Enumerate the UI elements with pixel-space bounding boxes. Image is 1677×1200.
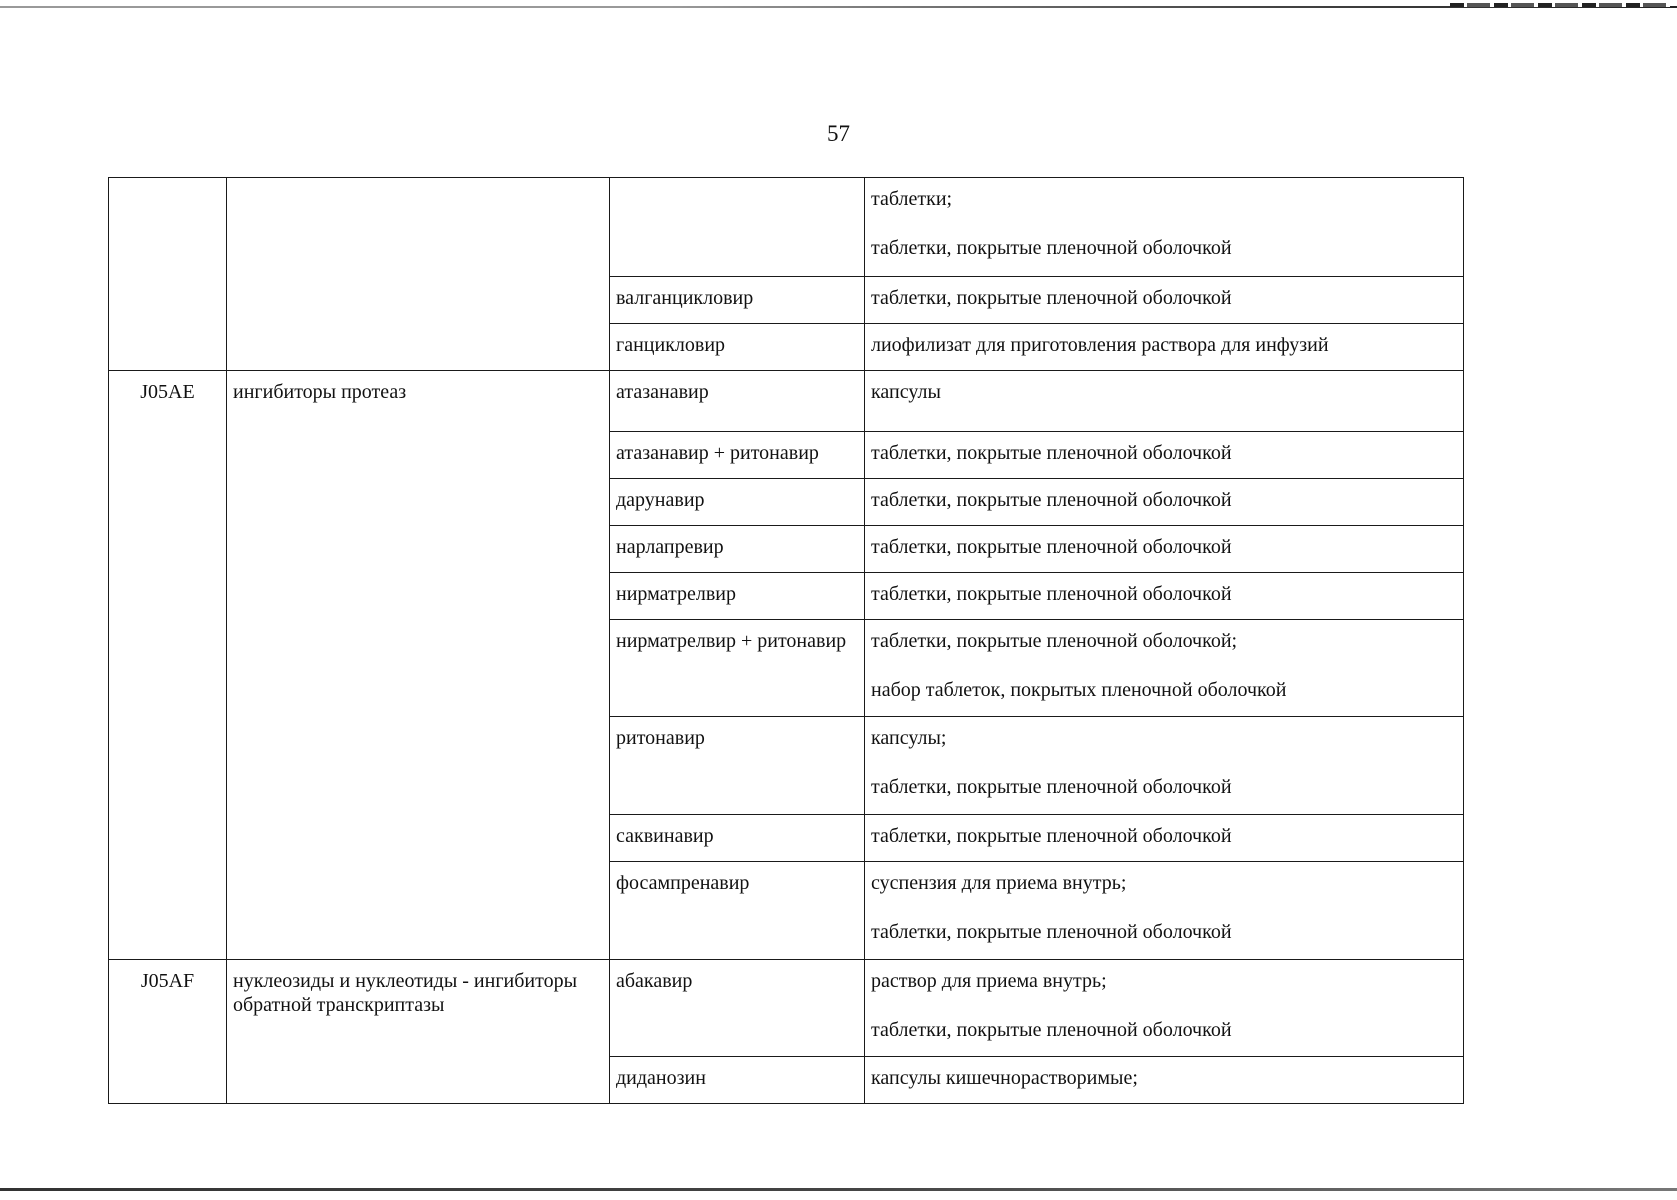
dosage-forms-cell xyxy=(865,479,1464,526)
dosage-form: лиофилизат для приготовления раствора для инфузий xyxy=(871,334,1329,356)
dosage-form: таблетки, покрытые пленочной оболочкой xyxy=(871,825,1232,847)
dosage-forms-cell xyxy=(865,526,1464,573)
dosage-form: таблетки; xyxy=(871,188,953,210)
dosage-form: капсулы кишечнорастворимые; xyxy=(871,1067,1138,1089)
dosage-form: таблетки, покрытые пленочной оболочкой xyxy=(871,489,1232,511)
drug-name-cell: валганцикловир xyxy=(610,277,865,324)
dosage-forms-cell xyxy=(865,620,1464,717)
scan-edge-bottom xyxy=(0,1188,1677,1191)
drug-name-cell: атазанавир + ритонавир xyxy=(610,432,865,479)
drug-name-cell: нарлапревир xyxy=(610,526,865,573)
dosage-form: таблетки, покрытые пленочной оболочкой; xyxy=(871,630,1238,652)
dosage-form: таблетки, покрытые пленочной оболочкой xyxy=(871,776,1232,798)
dosage-forms-cell xyxy=(865,862,1464,960)
scan-edge-top-dark xyxy=(1450,3,1670,7)
group-name-cell xyxy=(227,178,610,371)
dosage-forms-cell xyxy=(865,815,1464,862)
dosage-forms-cell xyxy=(865,178,1464,277)
atc-code-cell: J05AF xyxy=(109,960,227,1104)
group-name-cell: нуклеозиды и нуклеотиды - ингибиторы обратной транскриптазы xyxy=(227,960,610,1104)
page-number: 57 xyxy=(827,121,850,146)
dosage-form: капсулы; xyxy=(871,727,947,749)
table-row xyxy=(109,178,1464,277)
dosage-forms-cell xyxy=(865,1057,1464,1104)
drug-name-cell: нирматрелвир xyxy=(610,573,865,620)
drug-name-cell: ганцикловир xyxy=(610,324,865,371)
dosage-forms-cell xyxy=(865,717,1464,815)
dosage-forms-cell xyxy=(865,573,1464,620)
dosage-form: суспензия для приема внутрь; xyxy=(871,872,1127,894)
drug-name-cell xyxy=(610,178,865,277)
table-row xyxy=(109,371,1464,432)
dosage-form: таблетки, покрытые пленочной оболочкой xyxy=(871,1019,1232,1041)
atc-code-cell xyxy=(109,178,227,371)
dosage-form: таблетки, покрытые пленочной оболочкой xyxy=(871,237,1232,259)
dosage-form: набор таблеток, покрытых пленочной оболочкой xyxy=(871,679,1287,701)
drug-name-cell: дарунавир xyxy=(610,479,865,526)
dosage-forms-cell xyxy=(865,277,1464,324)
dosage-forms-cell xyxy=(865,432,1464,479)
drug-name-cell: абакавир xyxy=(610,960,865,1057)
dosage-form: таблетки, покрытые пленочной оболочкой xyxy=(871,287,1232,309)
dosage-form: капсулы xyxy=(871,381,941,403)
drug-name-cell: атазанавир xyxy=(610,371,865,432)
dosage-forms-cell xyxy=(865,324,1464,371)
drug-name-cell: ритонавир xyxy=(610,717,865,815)
drug-name-cell: диданозин xyxy=(610,1057,865,1104)
scan-edge-top xyxy=(0,6,1677,8)
dosage-form: таблетки, покрытые пленочной оболочкой xyxy=(871,442,1232,464)
atc-code-cell: J05AE xyxy=(109,371,227,960)
drug-name-cell: саквинавир xyxy=(610,815,865,862)
table-row xyxy=(109,960,1464,1057)
dosage-form: таблетки, покрытые пленочной оболочкой xyxy=(871,583,1232,605)
dosage-form: таблетки, покрытые пленочной оболочкой xyxy=(871,921,1232,943)
group-name-cell: ингибиторы протеаз xyxy=(227,371,610,960)
drug-name-cell: нирматрелвир + ритонавир xyxy=(610,620,865,717)
dosage-forms-cell xyxy=(865,960,1464,1057)
dosage-forms-cell xyxy=(865,371,1464,432)
medications-table xyxy=(108,177,1464,1104)
dosage-form: таблетки, покрытые пленочной оболочкой xyxy=(871,536,1232,558)
drug-name-cell: фосампренавир xyxy=(610,862,865,960)
dosage-form: раствор для приема внутрь; xyxy=(871,970,1107,992)
